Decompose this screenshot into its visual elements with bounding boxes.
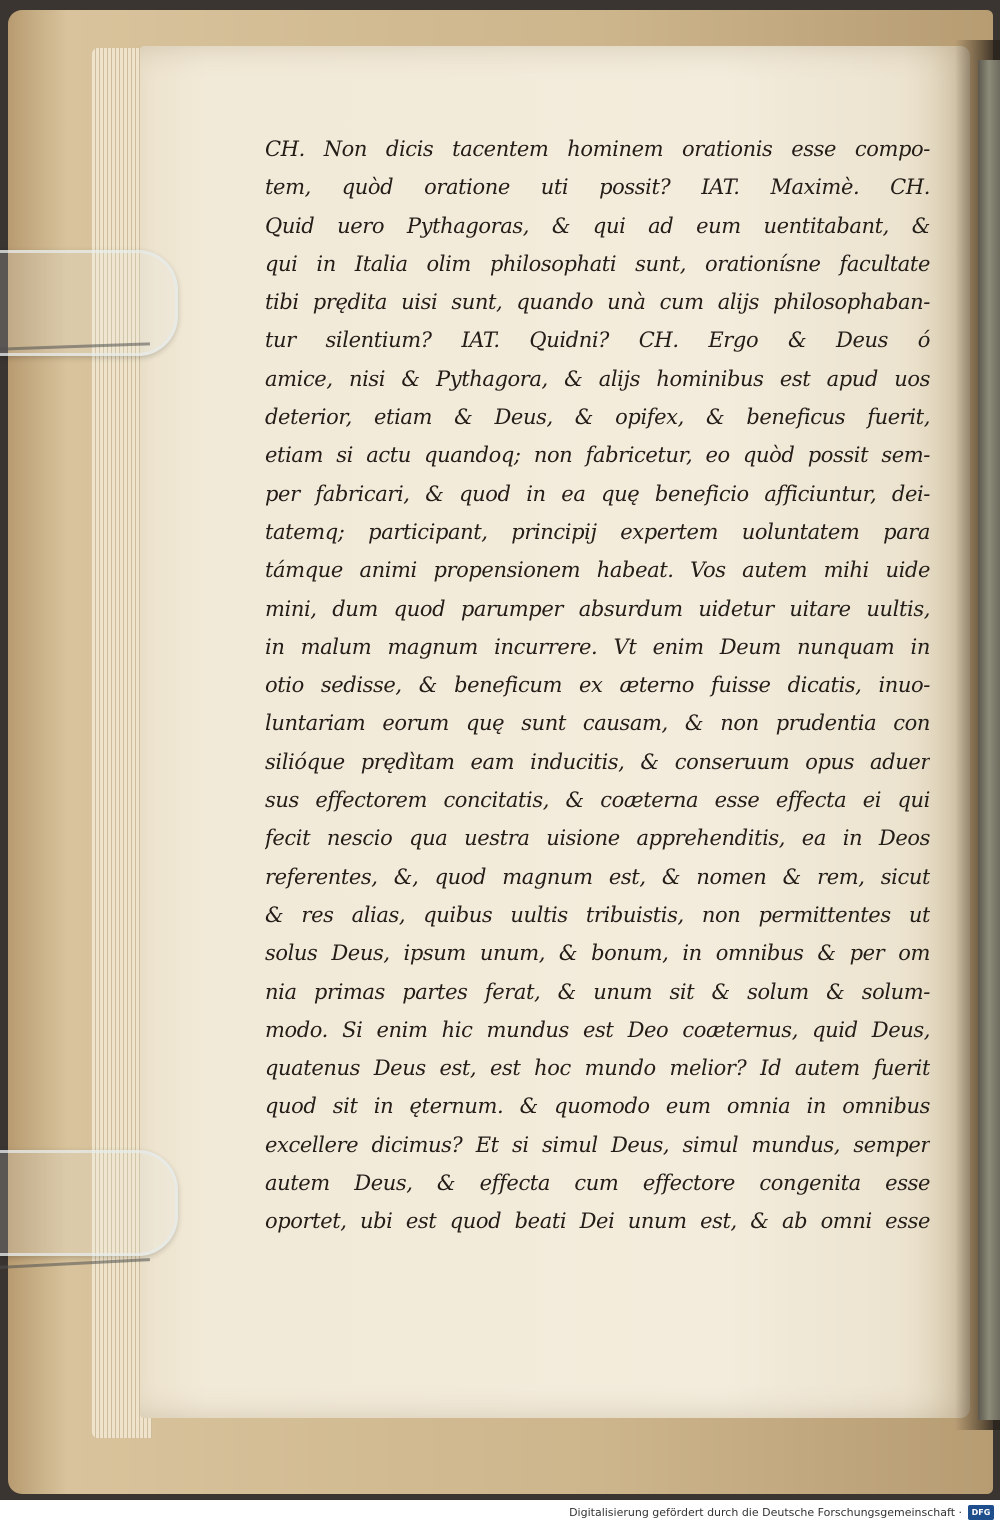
- text-line: quatenus Deus est, est hoc mundo melior? Id autem fuerit: [265, 1056, 930, 1081]
- text-line: amice, nisi & Pythagora, & alijs hominibus est apud uos: [265, 366, 930, 391]
- text-line: silióque prędìtam eam inducitis, & conseruum opus aduer: [265, 749, 930, 774]
- text-line: etiam si actu quandoq; non fabricetur, eo quòd possit sem-: [265, 443, 930, 468]
- text-line: & res alias, quibus uultis tribuistis, non permittentes ut: [265, 902, 930, 927]
- text-line: nia primas partes ferat, & unum sit & solum & solum-: [265, 979, 930, 1004]
- text-line: autem Deus, & effecta cum effectore congenita esse: [265, 1171, 930, 1196]
- text-line: Quid uero Pythagoras, & qui ad eum uentitabant, &: [265, 213, 930, 238]
- text-line: otio sedisse, & beneficum ex æterno fuisse dicatis, inuo-: [265, 673, 930, 698]
- text-line: oportet, ubi est quod beati Dei unum est, & ab omni esse: [265, 1209, 930, 1234]
- text-line: tatemq; participant, principij expertem uoluntatem para: [265, 519, 930, 544]
- dfg-logo: DFG: [968, 1505, 994, 1520]
- text-line: in malum magnum incurrere. Vt enim Deum nunquam in: [265, 634, 930, 659]
- text-line: fecit nescio qua uestra uisione apprehenditis, ea in Deos: [265, 826, 930, 851]
- text-line: mini, dum quod parumper absurdum uidetur uitare uultis,: [265, 596, 930, 621]
- footer-bar: [0, 1500, 1000, 1526]
- text-line: támque animi propensionem habeat. Vos autem mihi uide: [265, 558, 930, 583]
- facing-page-edge: [978, 60, 1000, 1420]
- text-line: tur silentium? IAT. Quidni? CH. Ergo & Deus ó: [265, 328, 930, 353]
- printed-text-block: [265, 130, 930, 1241]
- text-line: luntariam eorum quę sunt causam, & non prudentia con: [265, 711, 930, 736]
- text-line: quod sit in ęternum. & quomodo eum omnia in omnibus: [265, 1094, 930, 1119]
- text-line: qui in Italia olim philosophati sunt, orationísne facultate: [265, 251, 930, 276]
- page-clip-top: [0, 250, 178, 356]
- digitization-credit: Digitalisierung gefördert durch die Deutsche Forschungsgemeinschaft ·: [569, 1506, 962, 1519]
- text-line: tem, quòd oratione uti possit? IAT. Maximè. CH.: [265, 175, 930, 200]
- text-line: solus Deus, ipsum unum, & bonum, in omnibus & per om: [265, 941, 930, 966]
- text-line: modo. Si enim hic mundus est Deo coæternus, quid Deus,: [265, 1017, 930, 1042]
- text-line: sus effectorem concitatis, & coæterna esse effecta ei qui: [265, 788, 930, 813]
- text-line: CH. Non dicis tacentem hominem orationis esse compo-: [265, 137, 930, 161]
- text-line: deterior, etiam & Deus, & opifex, & beneficus fuerit,: [265, 405, 930, 430]
- text-line: excellere dicimus? Et si simul Deus, simul mundus, semper: [265, 1132, 930, 1157]
- text-line: per fabricari, & quod in ea quę beneficio afficiuntur, dei-: [265, 481, 930, 506]
- page-clip-bottom: [0, 1150, 178, 1256]
- text-line: referentes, &, quod magnum est, & nomen & rem, sicut: [265, 864, 930, 889]
- text-line: tibi prędita uisi sunt, quando unà cum alijs philosophaban-: [265, 290, 930, 315]
